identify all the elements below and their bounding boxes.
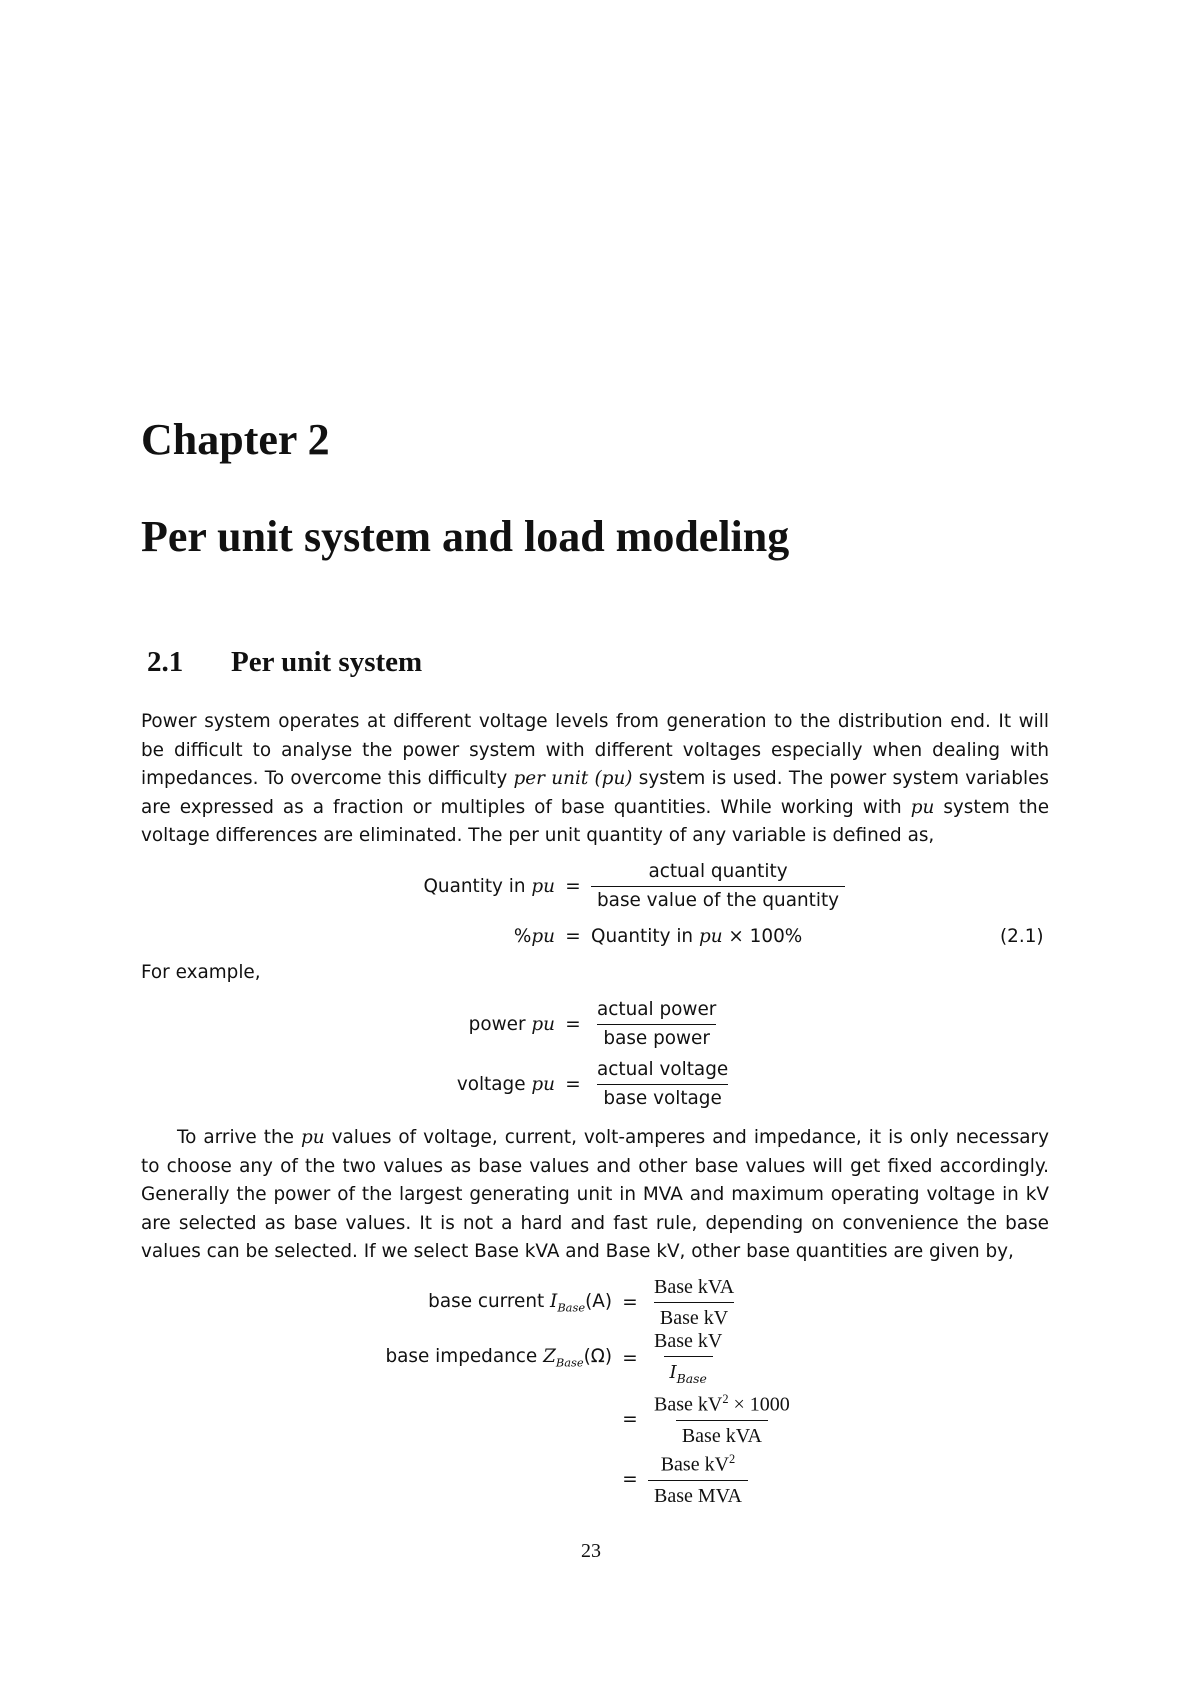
pu-variable: pu — [531, 926, 555, 947]
equation-percent-pu — [360, 926, 802, 947]
equals-sign: = — [565, 1074, 581, 1096]
fraction-numerator — [648, 1393, 796, 1420]
equation-power-pu — [360, 1000, 722, 1049]
fraction-denominator: Base MVA — [648, 1480, 748, 1507]
paragraph-intro — [141, 708, 1049, 851]
equation-lhs-text: voltage — [456, 1074, 532, 1096]
fraction-numerator: Base kVA — [654, 1276, 735, 1298]
paragraph-base-text-2: values of voltage, current, volt-amperes and impedance, it is only necessary to choose any of the two values as base values and other base values will get fixed accordingly. Generally the power of the largest generating unit in MVA and maximum operating voltage in kV are selected as base values. It is not a hard and fast rule, depending on convenience the base values can be selected. If we select Base kVA and Base kV, other base quantities are given by, — [141, 1127, 1049, 1263]
paragraph-intro-text-3: system the voltage differences are eliminated. The per unit quantity of any variable is defined as, — [141, 796, 1050, 847]
fraction — [648, 1276, 740, 1329]
base-subscript: Base — [676, 1371, 707, 1386]
paragraph-intro-text-2: system is used. The power system variables are expressed as a fraction or multiples of base quantities. While working with — [141, 768, 1049, 818]
equation-lhs — [360, 1346, 612, 1370]
fraction-numerator: actual quantity — [648, 861, 788, 882]
equation-base-impedance — [360, 1330, 728, 1387]
pu-variable: pu — [910, 796, 935, 818]
fraction-numerator: Base kV — [654, 1330, 723, 1352]
impedance-variable: Z — [543, 1346, 556, 1368]
percent-sign: % — [513, 926, 532, 947]
section-title: Per unit system — [231, 646, 423, 678]
equals-sign: = — [565, 926, 581, 947]
equation-lhs — [360, 876, 555, 897]
page-number: 23 — [581, 1540, 601, 1562]
paragraph-base-values — [141, 1124, 1049, 1267]
equals-sign: = — [565, 1014, 581, 1036]
fraction-denominator — [664, 1356, 713, 1387]
equation-lhs-text: base current — [428, 1290, 551, 1312]
for-example-text: For example, — [141, 962, 261, 983]
numerator-text: Base kV — [660, 1453, 730, 1476]
paragraph-intro-text-1: Power system operates at different voltage levels from generation to the distribution end. It will be difficult to analyse the power system with different voltages especially when dealing with impedances. To overcome this difficulty — [141, 711, 1049, 790]
equals-sign: = — [622, 1409, 638, 1431]
pu-variable: pu — [531, 876, 555, 898]
fraction-denominator: base voltage — [597, 1084, 727, 1109]
chapter-label: Chapter 2 — [141, 415, 330, 464]
equation-base-impedance-mva — [360, 1453, 748, 1507]
fraction — [591, 862, 845, 911]
fraction — [648, 1453, 748, 1507]
equals-sign: = — [622, 1292, 638, 1313]
pu-variable: pu — [531, 1074, 555, 1096]
equation-base-current — [360, 1276, 740, 1329]
exponent: 2 — [729, 1452, 736, 1466]
numerator-text: Base kV — [654, 1393, 723, 1416]
chapter-title: Per unit system and load modeling — [141, 512, 790, 561]
fraction — [648, 1393, 796, 1447]
unit-label: (A) — [585, 1290, 612, 1312]
equals-sign: = — [565, 876, 581, 898]
fraction-denominator: Base kVA — [676, 1420, 768, 1447]
fraction — [591, 1000, 722, 1049]
equation-base-impedance-kva — [360, 1393, 796, 1447]
fraction — [648, 1330, 728, 1387]
equation-number: (2.1) — [1000, 926, 1044, 947]
equation-rhs — [591, 926, 802, 947]
current-variable: I — [669, 1362, 677, 1383]
unit-label: (Ω) — [583, 1346, 612, 1368]
equals-sign: = — [622, 1347, 638, 1369]
base-subscript: Base — [555, 1356, 584, 1371]
equation-lhs — [360, 1014, 555, 1035]
equation-lhs — [360, 1074, 555, 1095]
current-variable: I — [550, 1290, 558, 1312]
exponent: 2 — [722, 1392, 729, 1406]
section-number: 2.1 — [147, 646, 184, 678]
equation-voltage-pu — [360, 1060, 734, 1109]
fraction-denominator: Base kV — [654, 1302, 734, 1329]
pu-variable: pu — [698, 926, 723, 947]
fraction-denominator: base power — [597, 1024, 716, 1049]
equation-rhs-times: × 100% — [722, 926, 803, 947]
fraction-numerator — [655, 1453, 742, 1480]
equation-lhs-text: Quantity in — [423, 876, 532, 898]
equation-lhs-text: base impedance — [385, 1346, 544, 1368]
fraction-numerator: actual voltage — [597, 1059, 729, 1080]
equation-lhs — [360, 1291, 612, 1315]
section-heading — [141, 647, 422, 683]
equals-sign: = — [622, 1469, 638, 1491]
pu-variable: pu — [531, 1014, 555, 1036]
pu-variable: pu — [300, 1127, 325, 1148]
equation-lhs-text: power — [468, 1014, 532, 1036]
base-subscript: Base — [557, 1300, 586, 1315]
equation-lhs — [360, 926, 555, 947]
fraction-numerator: actual power — [597, 999, 717, 1020]
per-unit-emphasis: per unit (pu) — [513, 768, 633, 790]
numerator-multiplier: × 1000 — [728, 1393, 790, 1416]
paragraph-base-text-1: To arrive the — [177, 1127, 301, 1148]
fraction-denominator: base value of the quantity — [591, 886, 845, 911]
fraction — [591, 1060, 734, 1109]
equation-quantity-pu — [360, 862, 845, 911]
equation-rhs-text: Quantity in — [591, 926, 699, 947]
